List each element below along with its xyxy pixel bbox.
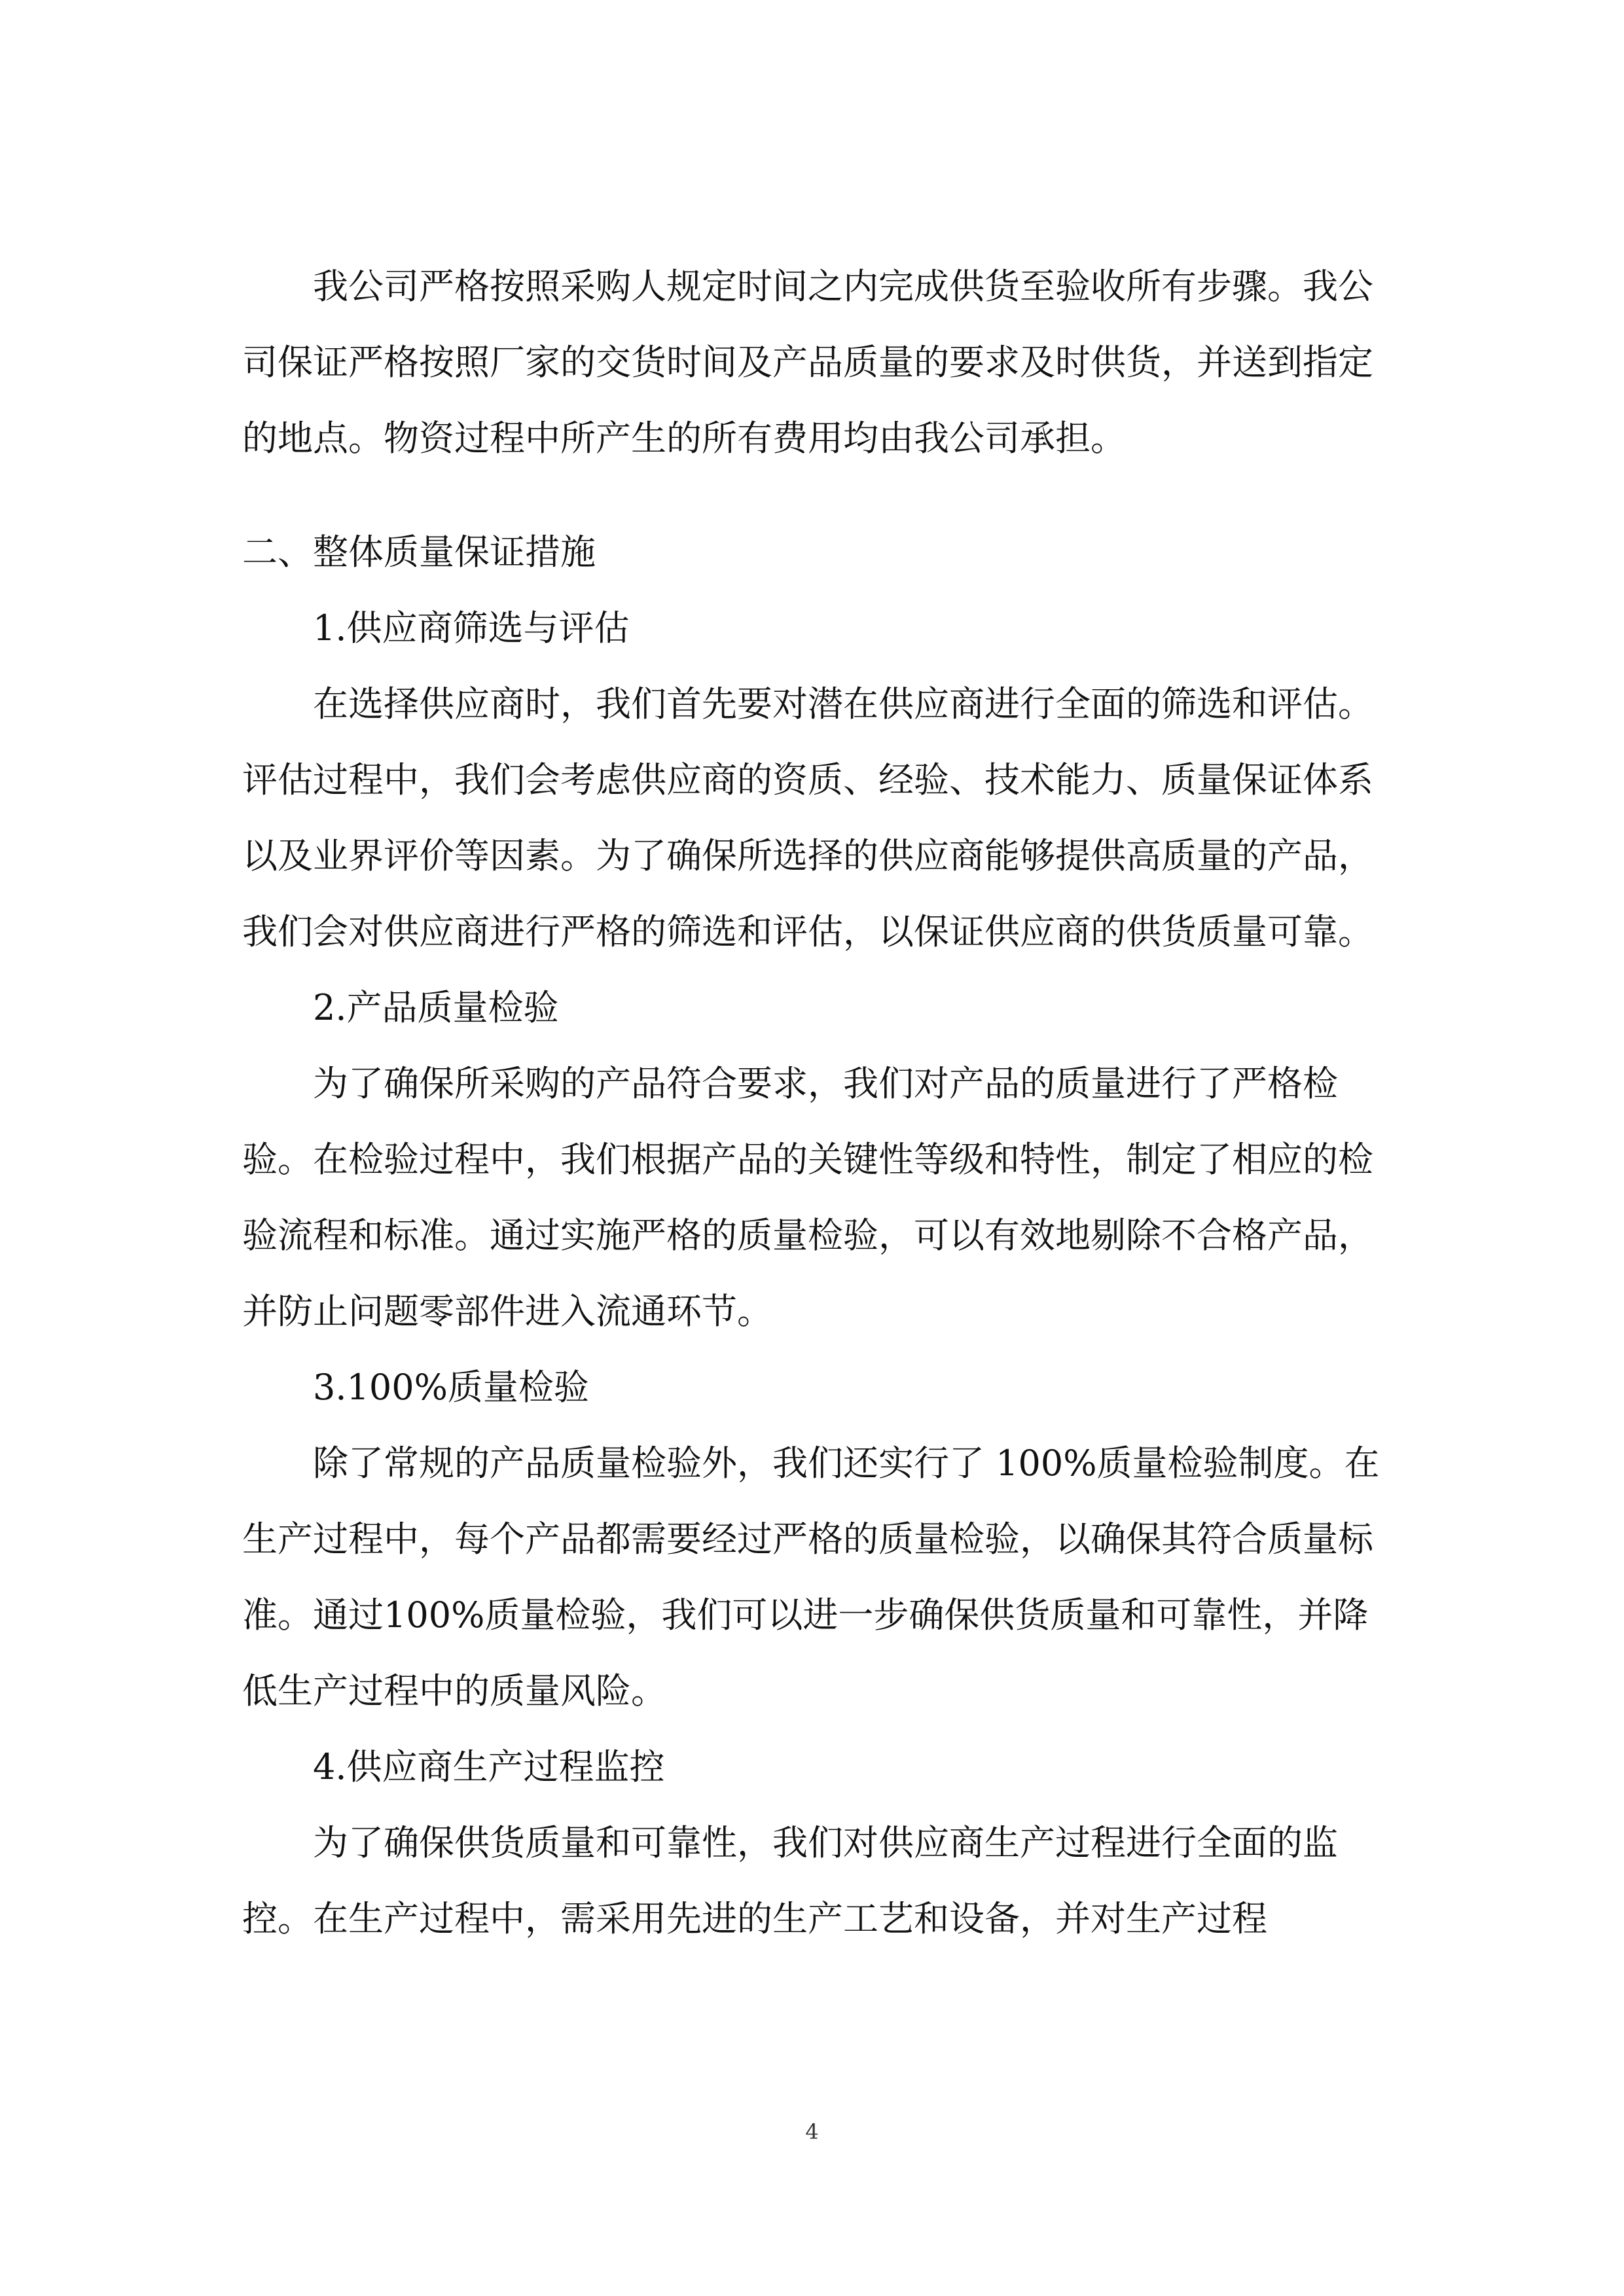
subsection-paragraph-3: 除了常规的产品质量检验外，我们还实行了 100%质量检验制度。在生产过程中，每个产品都需要经过严格的质量检验，以确保其符合质量标准。通过100%质量检验，我们可以进一步确保供货质量和可靠性，并降低生产过程中的质量风险。 — [242, 1443, 1380, 1712]
intro-paragraph: 我公司严格按照采购人规定时间之内完成供货至验收所有步骤。我公司保证严格按照厂家的交货时间及产品质量的要求及时供货，并送到指定的地点。物资过程中所产生的所有费用均由我公司承担。 — [242, 266, 1373, 459]
subsection-paragraph-4: 为了确保供货质量和可靠性，我们对供应商生产过程进行全面的监控。在生产过程中，需采用先进的生产工艺和设备，并对生产过程 — [242, 1822, 1338, 1939]
section-title: 二、整体质量保证措施 — [242, 531, 596, 573]
subsection-heading-2: 2.产品质量检验 — [313, 987, 559, 1028]
subsection-heading-1: 1.供应商筛选与评估 — [313, 607, 630, 649]
subsection-heading-4: 4.供应商生产过程监控 — [313, 1746, 665, 1787]
subsection-paragraph-1: 在选择供应商时，我们首先要对潜在供应商进行全面的筛选和评估。评估过程中，我们会考虑供应商的资质、经验、技术能力、质量保证体系以及业界评价等因素。为了确保所选择的供应商能够提供高质量的产品，我们会对供应商进行严格的筛选和评估，以保证供应商的供货质量可靠。 — [242, 683, 1373, 952]
page-number: 4 — [805, 2119, 819, 2144]
subsection-heading-3: 3.100%质量检验 — [313, 1367, 589, 1408]
subsection-paragraph-2: 为了确保所采购的产品符合要求，我们对产品的质量进行了严格检验。在检验过程中，我们根据产品的关键性等级和特性，制定了相应的检验流程和标准。通过实施严格的质量检验，可以有效地剔除不合格产品，并防止问题零部件进入流通环节。 — [242, 1063, 1373, 1332]
document-body — [242, 249, 1382, 1957]
